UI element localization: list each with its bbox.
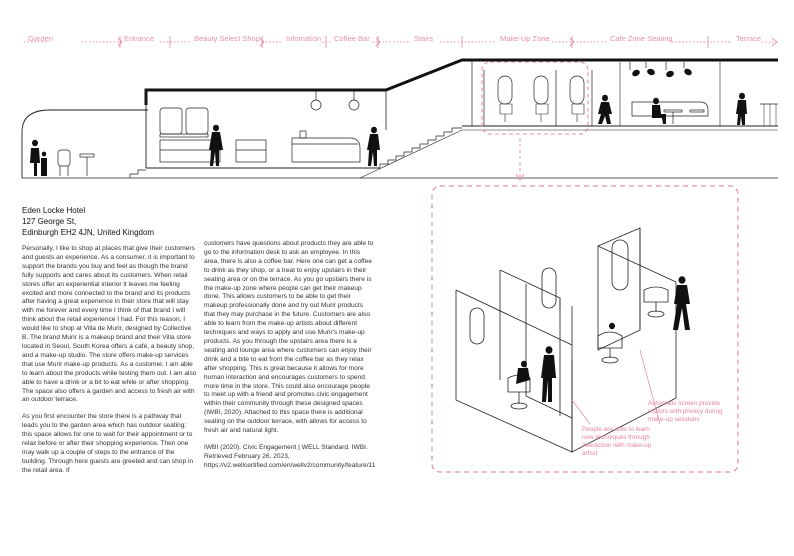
paragraph-entrance: As you first encounter the store there is a pathway that leads you to the garden area which has outdoor seating; this space allows for one to wait for their appointment or to relax before or after their shopping experience. Then one may walk up a couple of steps to the entrance of the building. Through here guests are greeted and can shop in the retail area. If (22, 413, 194, 474)
address-street: 127 George St, (22, 217, 77, 226)
zone-information: Infomation (286, 34, 322, 43)
zone-cafe-seating: Cafe Zone Seating (610, 34, 673, 43)
paragraph-continued: customers have questions about products they are able to go to the information desk to ask an employee. In this area, there is also a coffee bar. Here one can get a coffee to drink as they shop, or a treat to enjoy upstairs in their seating area or on the terrace. As you go upstairs there is the make-up zone where people can get their makeup done. This allows customers to be able to get their makeup professionally done and try out Murir products that they may purchase in the future. Customers are also able to learn from the make-up artists about different techniques and ways to apply and use Murir's make-up products. As you through the upstairs area there is a seating and lounge area where customers can enjoy their drink and a bite to eat from the coffee bar as they relax after shopping. This is great because it allows for more human interaction and encourages customers to spend more time in the store. This could also encourage people to meet up with a friend and promotes civic engagement within their community through these designed spaces (IWBI, 2020). Attached to this space there is additional seating on the outdoor terrace, with allows for access to fresh air and natural light. (204, 240, 374, 435)
zone-coffee-bar: Coffee Bar (334, 34, 370, 43)
cafe-seating-section (630, 62, 708, 124)
address-block (22, 205, 154, 238)
garden-figures (30, 140, 94, 176)
text-column-2 (204, 240, 374, 479)
makeup-zone-isometric (456, 228, 676, 452)
zone-terrace: Terrace (736, 34, 762, 43)
zone-garden: Garden (28, 34, 54, 43)
zone-stairs: Stairs (414, 34, 434, 43)
zone-beauty-shop: Beauty Select Shop (194, 34, 260, 43)
shop-figure (209, 125, 223, 166)
zone-entrance: Entrance (124, 34, 155, 43)
makeup-stations-section (482, 62, 612, 134)
paragraph-intro: Personally, I like to shop at places that give their customers and guests an experience. As a consumer, it is important to support the brands you buy and feel as though the brand fully supports and cares about its customers. When retail stores offer an experiential interior it leaves me feeling excited and more connected to the brand and its products after having a great experience in their store that will stay with me forever and every time I think of that brand I will think about the retail experience I had. For this reason, I would like to shop at Villa de Murir, designed by Collective B. The brand Murir is a makeup brand and their Villa store located in Seoul, South Korea offers a café, a beauty shop, and a make-up studio. The store offers make-up services that use Murir make-up products. As a customer, I am able to learn about the products while testing them out. I am also able to have a drink or a bit to eat while or after shopping. The space also offers a garden and access to fresh air with an outdoor terrace. (22, 245, 197, 404)
terrace-section (736, 93, 778, 126)
coffee-bar-figure (367, 127, 380, 166)
zone-makeup: Make-Up Zone (500, 34, 550, 43)
text-column-1 (22, 245, 197, 484)
pendant-lights (311, 90, 359, 110)
address-city: Edinburgh EH2 4JN, United Kingdom (22, 228, 155, 237)
address-name: Eden Locke Hotel (22, 206, 86, 215)
coffee-bar-counter (292, 131, 360, 162)
reference-citation: IWBI (2020). Civic Engagement | WELL Standard. IWBI. Retrieved February 26, 2023, https://v2.wellcertified.com/en/wellv2/community/feature/11 (204, 443, 376, 469)
callout-automatic-screen: Automatic screen provide visitors with privacy during make-up sessions (648, 400, 723, 423)
callout-learn-techniques: People are able to learn new techniques through interaction with make-up artisit (582, 426, 652, 457)
